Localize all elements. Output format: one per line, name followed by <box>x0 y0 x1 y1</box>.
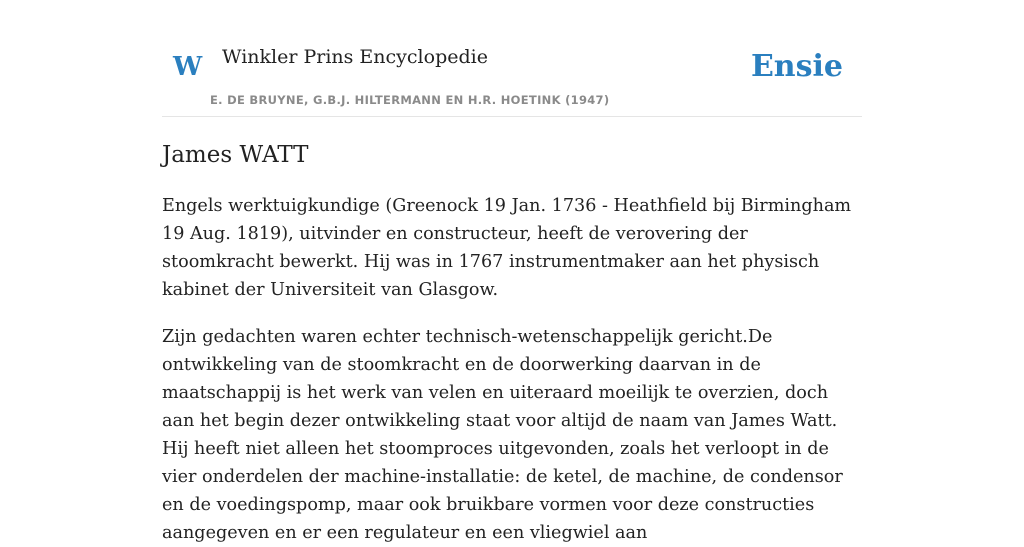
article-title: James WATT <box>162 142 309 168</box>
winkler-prins-logo-icon[interactable]: W <box>173 52 203 82</box>
article-paragraph: Zijn gedachten waren echter technisch-wetenschappelijk gericht.De ontwikkeling van de stoomkracht en de doorwerking daarvan in de maatschappij is het werk van velen en uiteraard moeilijk te overzien, doch aan het begin dezer ontwikkeling staat voor altijd de naam van James Watt. Hij heeft niet alleen het stoomproces uitgevonden, zoals het verloopt in de vier onderdelen der machine-installatie: de ketel, de machine, de condensor en de voedingspomp, maar ook bruikbare vormen voor deze constructies aangegeven en er een regulateur en een vliegwiel aan <box>162 327 843 543</box>
site-title[interactable]: Winkler Prins Encyclopedie <box>222 46 488 68</box>
article <box>162 138 862 547</box>
ensie-logo[interactable]: Ensie <box>750 49 843 84</box>
article-paragraph: Engels werktuigkundige (Greenock 19 Jan. 1736 - Heathfield bij Birmingham 19 Aug. 1819), uitvinder en constructeur, heeft de verovering der stoomkracht bewerkt. Hij was in 1767 instrumentmaker aan het physisch kabinet der Universiteit van Glasgow. <box>162 196 852 300</box>
authors-credit: E. DE BRUYNE, G.B.J. HILTERMANN EN H.R. HOETINK (1947) <box>210 93 610 107</box>
site-header <box>162 0 862 117</box>
